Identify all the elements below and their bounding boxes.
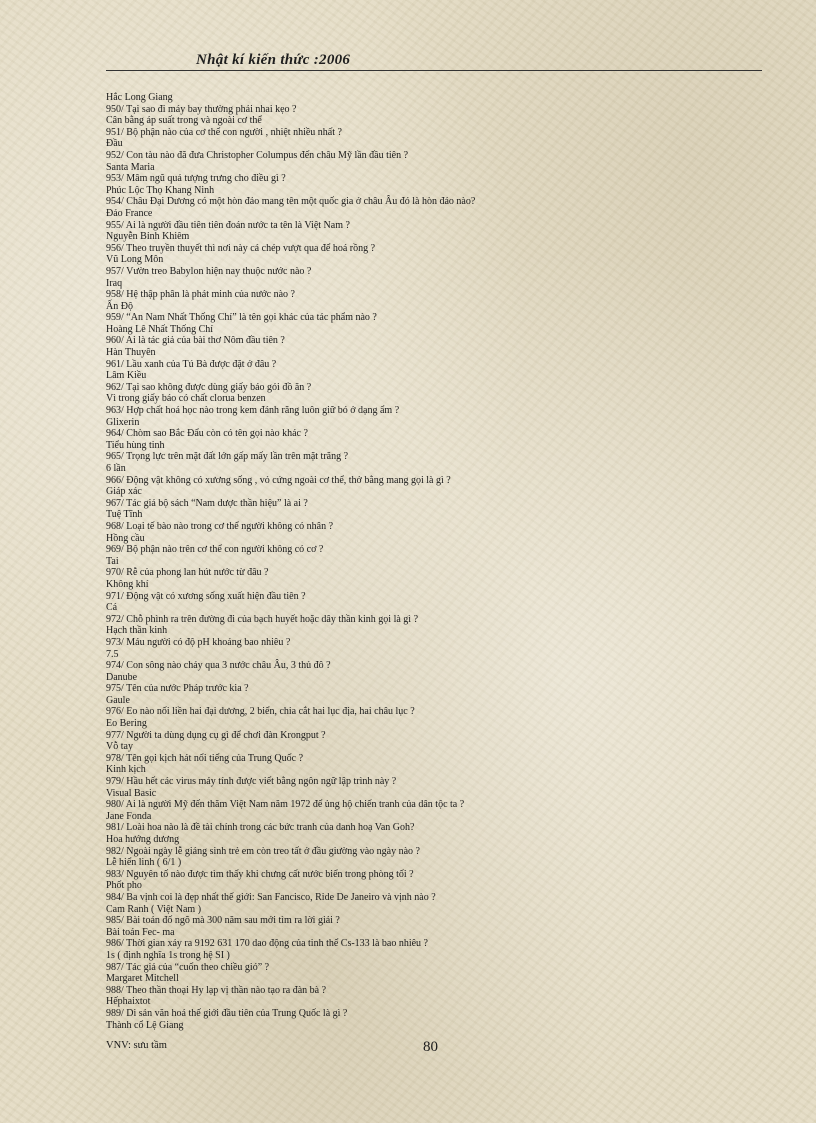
answer-line: Giáp xác: [106, 486, 142, 498]
answer-line: Nguyễn Bỉnh Khiêm: [106, 231, 190, 243]
question-line: 988/ Theo thần thoại Hy lạp vị thần nào tạo ra đàn bà ?: [106, 984, 327, 996]
answer-line: Hạch thần kinh: [106, 625, 168, 637]
question-line: 989/ Di sản văn hoá thế giới đầu tiên của Trung Quốc là gì ?: [106, 1007, 348, 1019]
question-line: 984/ Ba vịnh coi là đẹp nhất thế giới: San Fancisco, Ride De Janeiro và vịnh nào ?: [106, 891, 436, 903]
answer-line: Tiểu hùng tinh: [106, 439, 165, 451]
answer-line: Hàn Thuyên: [106, 347, 156, 359]
header-rule: [106, 70, 762, 71]
answer-line: Phúc Lộc Thọ Khang Ninh: [106, 184, 215, 196]
question-line: 985/ Bài toán đố ngõ mà 300 năm sau mới tìm ra lời giải ?: [106, 915, 340, 927]
answer-line: Eo Bering: [106, 718, 147, 730]
question-line: 954/ Châu Đại Dương có một hòn đảo mang tên một quốc gia ở châu Âu đó là hòn đảo nào?: [106, 196, 476, 208]
answer-line: Ấn Độ: [106, 300, 133, 312]
answer-line: Vì trong giấy báo có chất clorua benzen: [106, 393, 266, 405]
answer-line: 1s ( định nghĩa 1s trong hệ SI ): [106, 949, 230, 961]
answer-line: Visual Basic: [106, 787, 157, 799]
question-line: 951/ Bộ phận nào của cơ thể con người , nhiệt nhiều nhất ?: [106, 126, 342, 138]
answer-line: Vũ Long Môn: [106, 254, 164, 266]
question-line: 958/ Hệ thập phân là phát minh của nước nào ?: [106, 289, 295, 301]
answer-line: Hồng cầu: [106, 532, 145, 544]
footer-credit: VNV: sưu tầm: [106, 1040, 167, 1051]
question-line: 964/ Chòm sao Bắc Đẩu còn có tên gọi nào khác ?: [106, 428, 308, 440]
answer-line: Iraq: [106, 277, 123, 289]
answer-line: Hếphaixtot: [106, 996, 151, 1008]
question-line: 953/ Mâm ngũ quả tượng trưng cho điều gì ?: [106, 173, 286, 185]
answer-line: Đảo France: [106, 207, 153, 219]
question-line: 980/ Ai là người Mỹ đến thăm Việt Nam năm 1972 để ủng hộ chiến tranh của dân tộc ta ?: [106, 799, 465, 811]
question-line: 978/ Tên gọi kịch hát nổi tiếng của Trung Quốc ?: [106, 752, 304, 764]
answer-line: 6 lần: [106, 463, 126, 474]
page-header-title: Nhật kí kiến thức :2006: [196, 52, 351, 68]
answer-line: Hoàng Lê Nhất Thống Chí: [106, 323, 214, 335]
answer-line: Phốt pho: [106, 880, 142, 892]
question-line: 987/ Tác giả của “cuốn theo chiều gió” ?: [106, 961, 270, 973]
question-line: 981/ Loài hoa nào là đề tài chính trong các bức tranh của danh hoạ Van Goh?: [106, 822, 415, 834]
answer-line: Glixerin: [106, 416, 140, 428]
answer-line: Tai: [106, 555, 119, 567]
question-line: 979/ Hầu hết các virus máy tính được viết bằng ngôn ngữ lập trình này ?: [106, 776, 397, 788]
question-line: 960/ Ai là tác giả của bài thơ Nôm đầu tiên ?: [106, 335, 285, 347]
question-line: 977/ Người ta dùng dụng cụ gì để chơi đàn Krongput ?: [106, 729, 326, 741]
question-line: 969/ Bộ phận nào trên cơ thể con người không có cơ ?: [106, 544, 324, 556]
answer-line: Gaule: [106, 694, 130, 706]
question-line: 974/ Con sông nào chảy qua 3 nước châu Âu, 3 thủ đô ?: [106, 660, 331, 672]
question-line: 956/ Theo truyền thuyết thì nơi này cá chép vượt qua để hoá rồng ?: [106, 242, 376, 254]
question-line: 955/ Ai là người đầu tiên tiên đoán nước ta tên là Việt Nam ?: [106, 219, 350, 231]
answer-line: Margaret Mitchell: [106, 973, 179, 985]
question-line: 973/ Máu người có độ pH khoảng bao nhiêu ?: [106, 636, 291, 648]
question-line: 965/ Trọng lực trên mặt đất lớn gấp mấy lần trên mặt trăng ?: [106, 451, 349, 463]
question-line: 976/ Eo nào nối liền hai đại dương, 2 biển, chia cắt hai lục địa, hai châu lục ?: [106, 706, 415, 718]
answer-line: Đầu: [106, 138, 123, 150]
answer-line: Lâm Kiều: [106, 370, 147, 382]
answer-line: Bài toán Fec- ma: [106, 926, 175, 938]
answer-line: Santa Maria: [106, 161, 155, 173]
answer-line: Tuệ Tĩnh: [106, 509, 143, 521]
question-line: 968/ Loại tế bào nào trong cơ thể người không có nhân ?: [106, 520, 334, 532]
answer-line: Cam Ranh ( Việt Nam ): [106, 903, 202, 915]
answer-line: Danube: [106, 671, 138, 683]
question-line: 982/ Ngoài ngày lễ giáng sinh trẻ em còn treo tất ở đầu giường vào ngày nào ?: [106, 845, 420, 857]
question-line: 983/ Nguyên tố nào được tìm thấy khi chưng cất nước biển trong phòng tối ?: [106, 868, 414, 880]
answer-line: Hoa hướng dương: [106, 834, 180, 845]
question-line: 975/ Tên của nước Pháp trước kia ?: [106, 683, 249, 695]
question-line: 957/ Vườn treo Babylon hiện nay thuộc nước nào ?: [106, 265, 312, 277]
qa-content: [106, 92, 766, 1031]
answer-line: Lễ hiển linh ( 6/1 ): [106, 857, 182, 869]
answer-line: Cá: [106, 602, 118, 614]
question-line: 967/ Tác giả bộ sách “Nam dược thần hiệu” là ai ?: [106, 497, 308, 509]
question-line: 986/ Thời gian xảy ra 9192 631 170 dao động của tinh thể Cs-133 là bao nhiêu ?: [106, 938, 428, 950]
question-line: 952/ Con tàu nào đã đưa Christopher Columpus đến châu Mỹ lần đầu tiên ?: [106, 149, 409, 161]
answer-line: Jane Fonda: [106, 810, 152, 822]
question-line: 959/ “An Nam Nhất Thống Chí” là tên gọi khác của tác phẩm nào ?: [106, 312, 377, 324]
question-line: 971/ Động vật có xương sống xuất hiện đầu tiên ?: [106, 590, 306, 602]
page-number: 80: [423, 1039, 438, 1055]
question-line: 950/ Tại sao đi máy bay thường phải nhai kẹo ?: [106, 103, 297, 115]
answer-line: Thành cổ Lệ Giang: [106, 1019, 184, 1031]
answer-line: Hắc Long Giang: [106, 92, 173, 103]
question-line: 966/ Động vật không có xương sống , vỏ cứng ngoài cơ thể, thở bằng mang gọi là gì ?: [106, 474, 451, 486]
question-line: 972/ Chỗ phình ra trên đường đi của bạch huyết hoặc dây thần kinh gọi là gì ?: [106, 613, 419, 625]
question-line: 963/ Hợp chất hoá học nào trong kem đánh răng luôn giữ bó ở dạng ẩm ?: [106, 405, 400, 417]
answer-line: Cân bằng áp suất trong và ngoài cơ thể: [106, 115, 262, 127]
question-line: 962/ Tại sao không được dùng giấy báo gói đồ ăn ?: [106, 381, 312, 393]
question-line: 961/ Lầu xanh của Tú Bà được đặt ở đâu ?: [106, 358, 277, 370]
answer-line: 7.5: [106, 648, 119, 660]
answer-line: Kinh kịch: [106, 764, 146, 776]
answer-line: Không khí: [106, 578, 149, 590]
question-line: 970/ Rễ của phong lan hút nước từ đâu ?: [106, 567, 269, 579]
answer-line: Vỗ tay: [106, 741, 133, 753]
